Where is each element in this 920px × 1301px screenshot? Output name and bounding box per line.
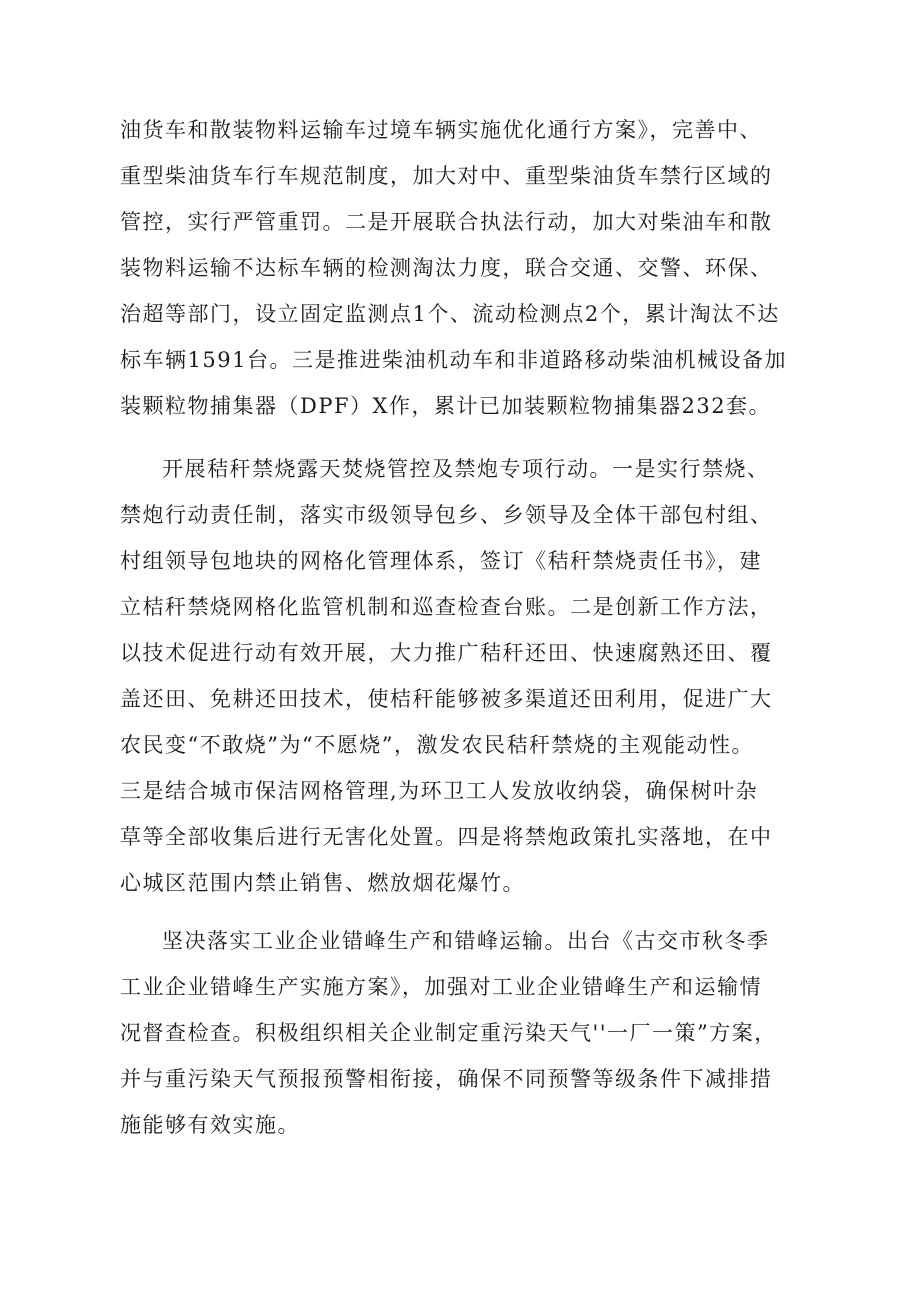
paragraph-line: 立桔秆禁烧网格化监管机制和巡查检查台账。二是创新工作方法， [120,595,773,619]
paragraph-diesel-vehicle-control [120,107,796,429]
paragraph-line: 重型柴油货车行车规范制度，加大对中、重型柴油货车禁行区域的 [120,164,773,188]
paragraph-line: 装颗粒物捕集器（DPF）X作，累计已加装颗粒物捕集器232套。 [120,394,772,418]
paragraph-line: 坚决落实工业企业错峰生产和错峰运输。出台《古交市秋冬季 [162,929,770,953]
paragraph-line: 油货车和散装物料运输车过境车辆实施优化通行方案》，完善中、 [120,118,762,142]
paragraph-line: 况督查检查。积极组织相关企业制定重污染天气''一厂一策”方案， [120,1021,777,1045]
paragraph-line: 心城区范围内禁止销售、燃放烟花爆竹。 [120,871,525,895]
paragraph-line: 施能够有效实施。 [120,1113,300,1137]
paragraph-line: 标车辆1591台。三是推进柴油机动车和非道路移动柴油机械设备加 [120,348,787,372]
paragraph-line: 农民变“不敢烧”为“不愿烧”，激发农民秸秆禁烧的主观能动性。 [120,733,754,757]
paragraph-line: 管控，实行严管重罚。二是开展联合执法行动，加大对柴油车和散 [120,210,773,234]
paragraph-line: 村组领导包地块的网格化管理体系，签订《秸秆禁烧责任书》，建 [120,549,762,573]
paragraph-line: 治超等部门，设立固定监测点1个、流动检测点2个，累计淘汰不达 [120,302,780,326]
paragraph-line: 禁炮行动责任制，落实市级领导包乡、乡领导及全体干部包村组、 [120,503,773,527]
paragraph-line: 工业企业错峰生产实施方案》，加强对工业企业错峰生产和运输情 [120,975,762,999]
paragraph-line: 并与重污染天气预报预警相衔接，确保不同预警等级条件下减排措 [120,1067,773,1091]
paragraph-staggered-production [120,918,796,1148]
paragraph-line: 三是结合城市保洁网格管理,为环卫工人发放收纳袋，确保树叶杂 [120,779,759,803]
paragraph-line: 草等全部收集后进行无害化处置。四是将禁炮政策扎实落地，在中 [120,825,773,849]
paragraph-straw-burning-ban [120,446,796,906]
paragraph-line: 盖还田、免耕还田技术，使桔秆能够被多渠道还田利用，促进广大 [120,687,773,711]
paragraph-line: 开展秸秆禁烧露天焚烧管控及禁炮专项行动。一是实行禁烧、 [162,457,770,481]
paragraph-line: 以技术促进行动有效开展，大力推广秸秆还田、快速腐熟还田、覆 [120,641,773,665]
paragraph-line: 装物料运输不达标车辆的检测淘汰力度，联合交通、交警、环保、 [120,256,773,280]
